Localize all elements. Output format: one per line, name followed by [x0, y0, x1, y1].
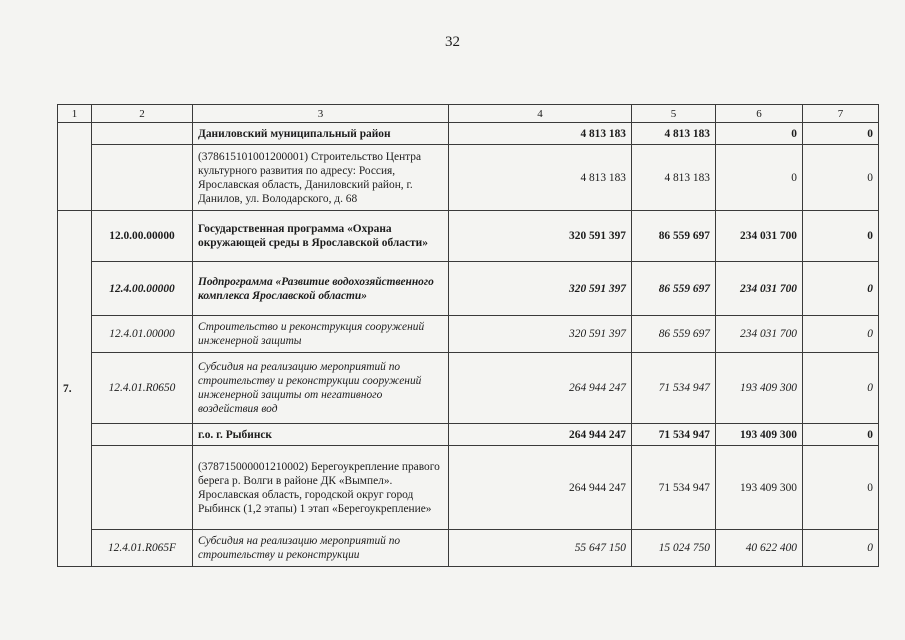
value-cell: 86 559 697 [632, 316, 716, 353]
value-cell: 193 409 300 [716, 424, 803, 446]
row-index-cell [58, 123, 92, 211]
name-cell: Государственная программа «Охрана окружающей среды в Ярославской области» [193, 211, 449, 262]
header-col-4: 4 [449, 105, 632, 123]
value-cell: 4 813 183 [449, 123, 632, 145]
value-cell: 0 [803, 123, 879, 145]
value-cell: 193 409 300 [716, 446, 803, 530]
page-number: 32 [445, 34, 460, 50]
header-row [58, 105, 879, 123]
name-cell: (378715000001210002) Берегоукрепление правого берега р. Волги в районе ДК «Вымпел». Ярославская область, городской округ город Рыбинск (1,2 этапы) 1 этап «Берегоукрепление» [193, 446, 449, 530]
value-cell: 15 024 750 [632, 530, 716, 567]
value-cell: 234 031 700 [716, 211, 803, 262]
value-cell: 71 534 947 [632, 424, 716, 446]
value-cell: 234 031 700 [716, 262, 803, 316]
name-cell: г.о. г. Рыбинск [193, 424, 449, 446]
header-col-7: 7 [803, 105, 879, 123]
value-cell: 264 944 247 [449, 424, 632, 446]
value-cell: 0 [803, 211, 879, 262]
value-cell: 0 [803, 145, 879, 211]
value-cell: 55 647 150 [449, 530, 632, 567]
value-cell: 264 944 247 [449, 446, 632, 530]
value-cell: 0 [803, 316, 879, 353]
value-cell: 4 813 183 [632, 123, 716, 145]
table-row [58, 145, 879, 211]
value-cell: 320 591 397 [449, 211, 632, 262]
value-cell: 320 591 397 [449, 262, 632, 316]
code-cell: 12.4.01.00000 [92, 316, 193, 353]
name-cell: Даниловский муниципальный район [193, 123, 449, 145]
header-col-2: 2 [92, 105, 193, 123]
table-row [58, 262, 879, 316]
name-cell: Субсидия на реализацию мероприятий по строительству и реконструкции сооружений инженерной защиты от негативного воздействия вод [193, 353, 449, 424]
value-cell: 234 031 700 [716, 316, 803, 353]
table-row [58, 446, 879, 530]
value-cell: 320 591 397 [449, 316, 632, 353]
code-cell [92, 424, 193, 446]
budget-table [57, 104, 879, 567]
table-row [58, 316, 879, 353]
name-cell: Строительство и реконструкция сооружений инженерной защиты [193, 316, 449, 353]
value-cell: 86 559 697 [632, 262, 716, 316]
value-cell: 4 813 183 [632, 145, 716, 211]
table-row [58, 353, 879, 424]
value-cell: 0 [803, 262, 879, 316]
value-cell: 71 534 947 [632, 446, 716, 530]
code-cell [92, 145, 193, 211]
name-cell: Субсидия на реализацию мероприятий по строительству и реконструкции [193, 530, 449, 567]
value-cell: 0 [716, 123, 803, 145]
value-cell: 0 [803, 353, 879, 424]
value-cell: 0 [803, 424, 879, 446]
code-cell [92, 446, 193, 530]
value-cell: 0 [716, 145, 803, 211]
value-cell: 71 534 947 [632, 353, 716, 424]
table-row [58, 530, 879, 567]
value-cell: 0 [803, 530, 879, 567]
value-cell: 193 409 300 [716, 353, 803, 424]
value-cell: 86 559 697 [632, 211, 716, 262]
code-cell: 12.0.00.00000 [92, 211, 193, 262]
value-cell: 4 813 183 [449, 145, 632, 211]
code-cell: 12.4.00.00000 [92, 262, 193, 316]
name-cell: (378615101001200001) Строительство Центра культурного развития по адресу: Россия, Ярославская область, Даниловский район, г. Данилов, ул. Володарского, д. 68 [193, 145, 449, 211]
header-col-1: 1 [58, 105, 92, 123]
table-row [58, 424, 879, 446]
value-cell: 40 622 400 [716, 530, 803, 567]
code-cell [92, 123, 193, 145]
table-row [58, 123, 879, 145]
header-col-3: 3 [193, 105, 449, 123]
name-cell: Подпрограмма «Развитие водохозяйственного комплекса Ярославской области» [193, 262, 449, 316]
header-col-5: 5 [632, 105, 716, 123]
value-cell: 0 [803, 446, 879, 530]
row-index-cell: 7. [58, 211, 92, 567]
code-cell: 12.4.01.R065F [92, 530, 193, 567]
value-cell: 264 944 247 [449, 353, 632, 424]
table-row [58, 211, 879, 262]
header-col-6: 6 [716, 105, 803, 123]
code-cell: 12.4.01.R0650 [92, 353, 193, 424]
